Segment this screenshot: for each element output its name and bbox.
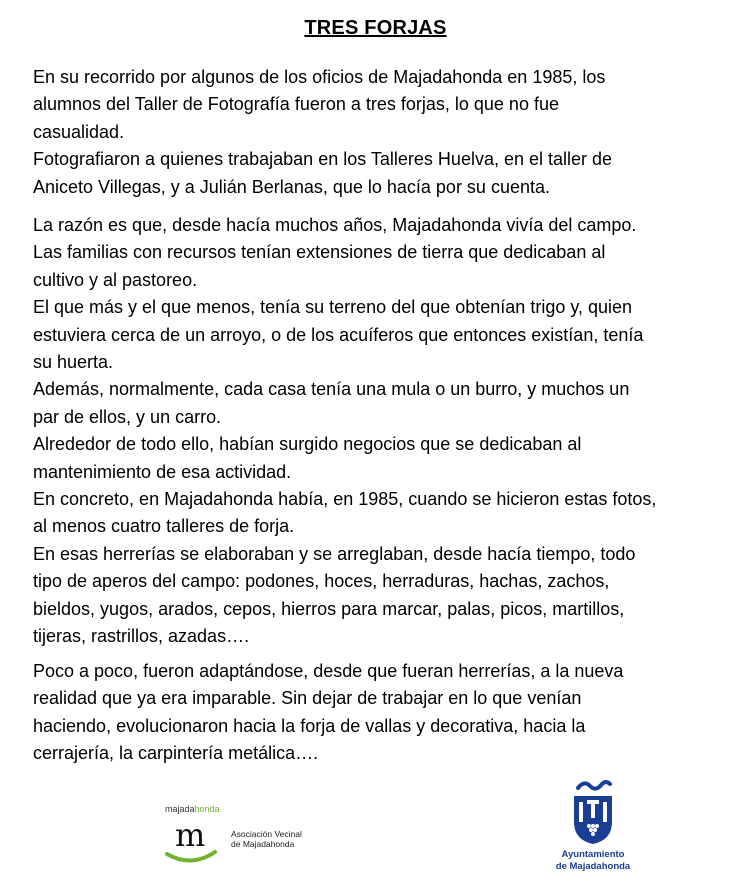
text-line: realidad que ya era imparable. Sin dejar de trabajar en lo que venían <box>33 688 582 709</box>
text-line: mantenimiento de esa actividad. <box>33 461 292 482</box>
text-line: alumnos del Taller de Fotografía fueron a tres forjas, lo que no fue <box>33 94 559 115</box>
text-line: Además, normalmente, cada casa tenía una mula o un burro, y muchos un <box>33 379 630 400</box>
text-line: casualidad. <box>33 121 125 142</box>
m-logo-icon <box>165 816 225 868</box>
text-line: par de ellos, y un carro. <box>33 406 222 427</box>
text-line: En esas herrerías se elaboraban y se arreglaban, desde hacía tiempo, todo <box>33 543 636 564</box>
text-line: estuviera cerca de un arroyo, o de los acuíferos que entonces existían, tenía <box>33 324 644 345</box>
text-line: tipo de aperos del campo: podones, hoces, herraduras, hachas, zachos, <box>33 571 610 592</box>
text-line: bieldos, yugos, arados, cepos, hierros para marcar, palas, picos, martillos, <box>33 598 625 619</box>
text-line: cultivo y al pastoreo. <box>33 269 198 290</box>
ayuntamiento-caption <box>548 849 638 873</box>
text-line: Fotografiaron a quienes trabajaban en los Talleres Huelva, en el taller de <box>33 149 613 170</box>
text-line: En concreto, en Majadahonda había, en 1985, cuando se hicieron estas fotos, <box>33 489 657 510</box>
asociacion-name <box>231 829 302 849</box>
text-line: haciendo, evolucionaron hacia la forja de vallas y decorativa, hacia la <box>33 715 586 736</box>
caption-line: Ayuntamiento <box>561 849 625 860</box>
org-line: Asociación Vecinal <box>231 829 302 839</box>
paragraph-intro <box>33 64 745 201</box>
org-line: de Majadahonda <box>231 839 295 849</box>
logo-m-glyph: m <box>175 816 206 854</box>
text-line: Alrededor de todo ello, habían surgido negocios que se dedicaban al <box>33 434 582 455</box>
brand-suffix: honda <box>194 804 220 814</box>
ayuntamiento-logo <box>548 778 638 878</box>
text-line: El que más y el que menos, tenía su terreno del que obtenían trigo y, quien <box>33 297 633 318</box>
caption-line: de Majadahonda <box>555 861 631 872</box>
text-line: Las familias con recursos tenían extensiones de tierra que dedicaban al <box>33 242 606 263</box>
paragraph-history <box>33 212 745 651</box>
coat-of-arms-icon <box>570 778 616 846</box>
text-line: Aniceto Villegas, y a Julián Berlanas, que lo hacía por su cuenta. <box>33 176 550 197</box>
text-line: En su recorrido por algunos de los oficios de Majadahonda en 1985, los <box>33 67 606 87</box>
page-title: TRES FORJAS <box>304 17 447 39</box>
text-line: su huerta. <box>33 352 114 373</box>
text-line: al menos cuatro talleres de forja. <box>33 516 295 537</box>
brand-prefix: majada <box>165 804 195 814</box>
text-line: tijeras, rastrillos, azadas…. <box>33 626 250 647</box>
paragraph-evolution <box>33 658 745 768</box>
text-line: cerrajería, la carpintería metálica…. <box>33 743 319 764</box>
text-line: Poco a poco, fueron adaptándose, desde que fueran herrerías, a la nueva <box>33 661 624 681</box>
asociacion-vecinal-logo <box>165 800 335 870</box>
logo-brand-text <box>165 804 220 814</box>
text-line: La razón es que, desde hacía muchos años, Majadahonda vivía del campo. <box>33 215 637 235</box>
